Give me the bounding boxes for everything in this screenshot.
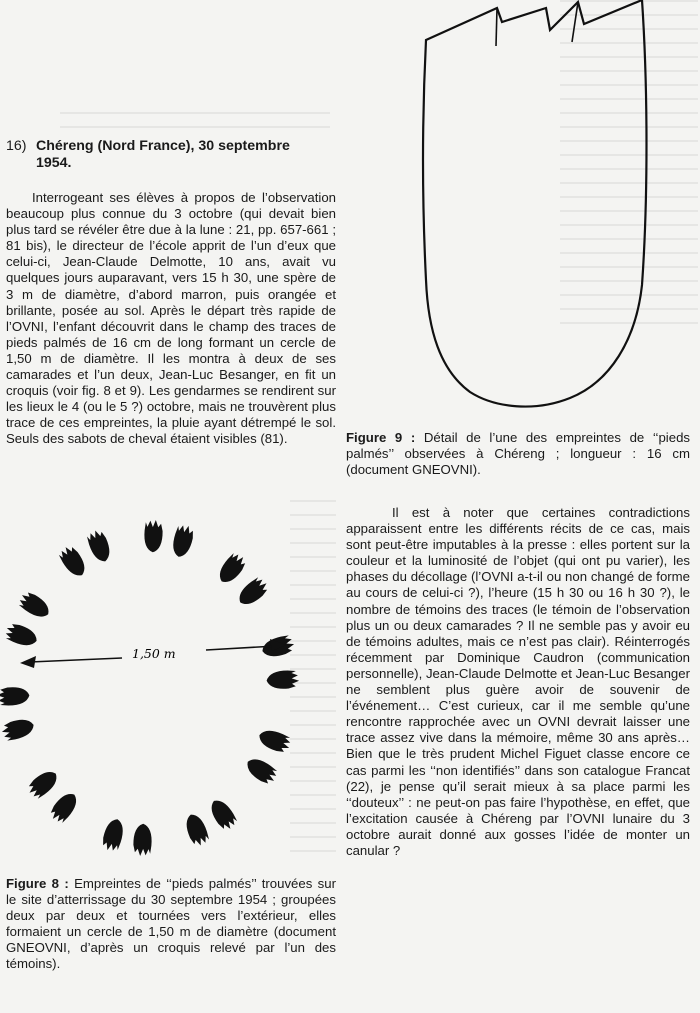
figure-8-label: Figure 8 : — [6, 876, 69, 891]
figure-8-caption — [6, 876, 336, 972]
article-heading — [6, 138, 336, 172]
footprint — [215, 550, 249, 587]
footprint — [3, 621, 40, 649]
footprint — [256, 727, 293, 755]
paragraph-right: Il est à noter que certaines contradictions apparaissent entre les différents récits de ce cas, mais sont peut-être imputables à la presse : elles portent sur la couleur et la luminosité de l’objet (qui ont pu varier), les phases du décollage (l’OVNI a-t-il ou non changé de forme au cours de celui-ci ?), l’heure (15 h 30 ou 16 h 30 ?), le nombre de témoins des traces (le témoin de l’observation plus un ou deux camarades ? Il ne semble pas y avoir eu de témoins adultes, mais ce n’est pas clair). Réinterrogés récemment par Dominique Caudron (communication personnelle), Jean-Claude Delmotte et Jean-Luc Besanger ne semblent plus guère avoir de souvenir de l’événement… C’est curieux, car il me semble qu’une rencontre rapprochée avec un OVNI devrait laisser une trace assez vive dans la mémoire, même 30 ans après… Bien que le très prudent Michel Figuet classe encore ce cas parmi les ‘‘non identifiés’’ dans son catalogue Francat (22), je pense qu’il serait mieux à sa place parmi les ‘‘douteux’’ : ne peut-on pas faire l’hypothèse, en effet, que l’excitation causée à Chéreng par l’OVNI lunaire du 3 octobre aurait donné aux gosses l’idée de monter un canular ? — [346, 505, 690, 858]
footprint-ring — [0, 520, 299, 857]
footprint — [182, 811, 211, 848]
footprint — [85, 528, 114, 565]
figure-9-caption — [346, 430, 690, 478]
footprint — [47, 789, 81, 826]
paragraph-left: Interrogeant ses élèves à propos de l’observation beaucoup plus connue du 3 octobre (qui devait bien plus tard se révéler être due à la lune : 21, pp. 657-661 ; 81 bis), le directeur de l’école apprit de l’un d’eux que celui-ci, Jean-Claude Delmotte, 10 ans, avait vu quelques jours auparavant, vers 15 h 30, une spère de 3 m de diamètre, d’abord marron, puis orangée et brillante, posée au sol. Après le départ très rapide de l’OVNI, l’enfant découvrit dans le champ des traces de pieds palmés de 16 cm de long formant un cercle de 1,50 m de diamètre. Il les montra à deux de ses camarades et l’un deux, Jean-Luc Besanger, en fit un croquis (voir fig. 8 et 9). Les gendarmes se rendirent sur les lieux le 4 (ou le 5 ?) octobre, mais ne trouvèrent plus trace de ces empreintes, la pluie ayant détrempé le sol. Seuls des sabots de cheval étaient visibles (81). — [6, 190, 336, 447]
footprint — [266, 670, 299, 690]
figure-8-caption-text: Empreintes de ‘‘pieds palmés’’ trouvées sur le site d’atterrissage du 30 septembre 1954 ; groupées deux par deux et tournées vers l’extérieur, elles formaient un cercle de 1,50 m de diamètre (document GNEOVNI, d’après un croquis relevé par l’un des témoins). — [6, 876, 336, 971]
footprint — [0, 686, 30, 706]
figure-9-drawing — [400, 0, 670, 420]
diameter-label: 1,50 m — [132, 646, 176, 661]
footprint — [0, 716, 36, 742]
footprint — [144, 520, 163, 553]
footprint — [16, 589, 53, 622]
figure-9-caption-text: Détail de l’une des empreintes de ‘‘pieds palmés’’ observées à Chéreng ; longueur : 16 cm (document GNEOVNI). — [346, 430, 690, 477]
footprint — [206, 796, 239, 833]
figure-9-label: Figure 9 : — [346, 430, 416, 445]
footprint — [170, 523, 196, 559]
footprint — [57, 543, 90, 580]
heading-line-1: Chéreng (Nord France), 30 septembre — [36, 138, 290, 154]
footprint — [235, 575, 272, 610]
footprint — [100, 817, 126, 853]
footprint-outline — [423, 0, 647, 407]
article-number: 16) — [6, 138, 27, 154]
footprint — [243, 754, 280, 787]
footprint — [25, 767, 62, 802]
bleed-through-top-left — [60, 112, 330, 134]
footprint — [133, 823, 152, 856]
figure-8-drawing — [0, 498, 336, 876]
heading-line-2: 1954. — [36, 155, 72, 171]
